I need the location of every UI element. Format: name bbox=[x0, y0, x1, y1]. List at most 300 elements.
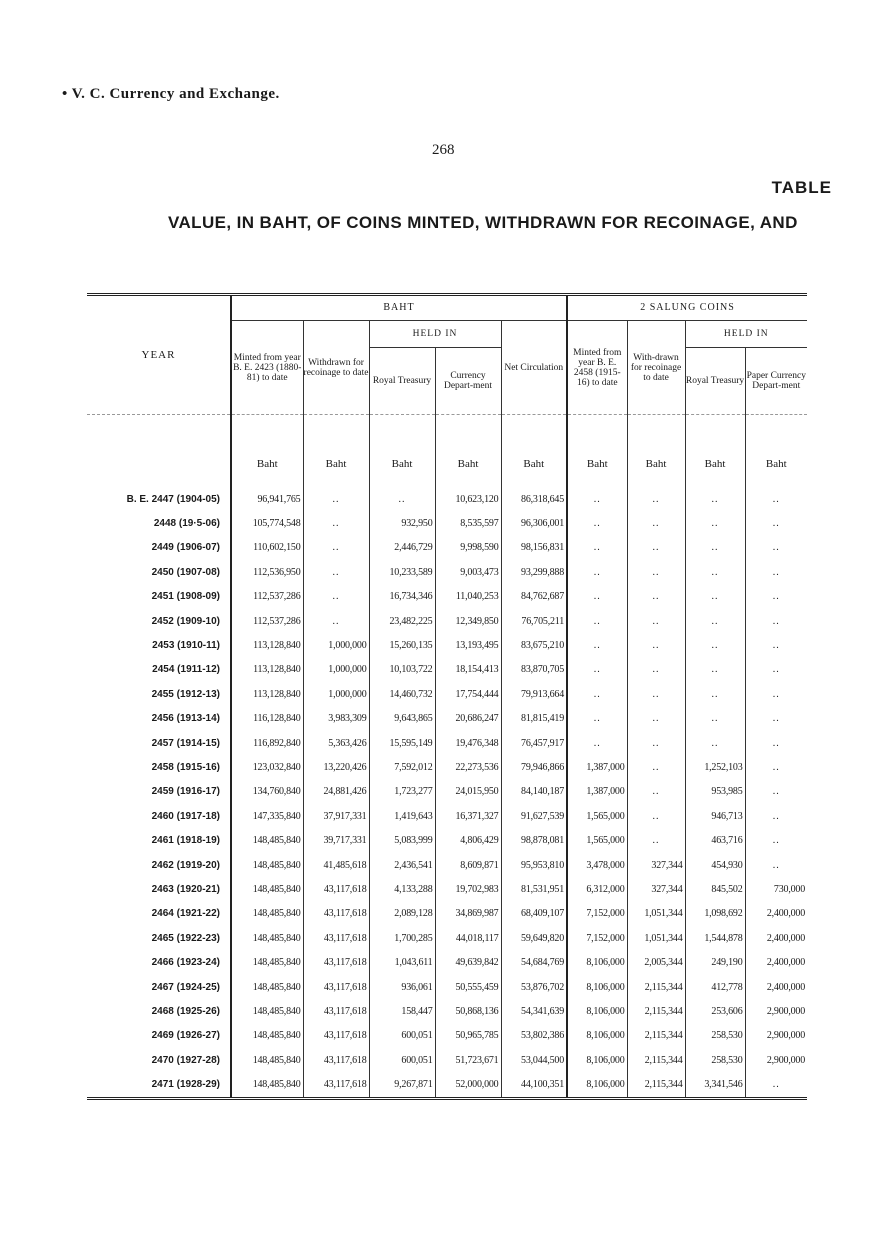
year-cell: 2460 (1917-18) bbox=[151, 810, 220, 822]
table-cell: 81,531,951 bbox=[501, 877, 567, 901]
salung-group-header: 2 SALUNG COINS bbox=[567, 295, 807, 321]
coin-table bbox=[87, 293, 807, 1100]
table-cell: 4,806,429 bbox=[435, 828, 501, 852]
year-cell: 2459 (1916-17) bbox=[151, 786, 220, 798]
table-cell: 43,117,618 bbox=[303, 1072, 369, 1098]
table-cell: .. bbox=[627, 560, 685, 584]
table-cell: 12,349,850 bbox=[435, 609, 501, 633]
table-cell: 43,117,618 bbox=[303, 902, 369, 926]
year-cell: 2464 (1921-22) bbox=[151, 908, 220, 920]
table-cell: 7,152,000 bbox=[567, 902, 627, 926]
table-cell: 10,103,722 bbox=[369, 658, 435, 682]
table-cell: 730,000 bbox=[745, 877, 807, 901]
table-cell: 148,485,840 bbox=[231, 926, 303, 950]
table-cell: .. bbox=[745, 804, 807, 828]
table-cell: 91,627,539 bbox=[501, 804, 567, 828]
table-cell: .. bbox=[685, 707, 745, 731]
table-cell: 13,220,426 bbox=[303, 755, 369, 779]
unit-cell: Baht bbox=[231, 415, 303, 488]
table-cell: .. bbox=[685, 633, 745, 657]
table-cell: .. bbox=[567, 682, 627, 706]
table-cell: 1,700,285 bbox=[369, 926, 435, 950]
table-cell: 43,117,618 bbox=[303, 877, 369, 901]
table-cell: 116,128,840 bbox=[231, 707, 303, 731]
year-cell: 2465 (1922-23) bbox=[151, 932, 220, 944]
table-cell: .. bbox=[745, 707, 807, 731]
table-cell: 14,460,732 bbox=[369, 682, 435, 706]
table-cell: 24,881,426 bbox=[303, 780, 369, 804]
table-row bbox=[87, 1048, 807, 1072]
table-cell: 249,190 bbox=[685, 950, 745, 974]
table-cell: 43,117,618 bbox=[303, 950, 369, 974]
col-withdrawn-baht: Withdrawn for recoinage to date bbox=[303, 321, 369, 415]
year-cell: 2462 (1919-20) bbox=[151, 859, 220, 871]
table-cell: 454,930 bbox=[685, 853, 745, 877]
year-cell: 2471 (1928-29) bbox=[151, 1079, 220, 1091]
table-cell: 1,565,000 bbox=[567, 804, 627, 828]
year-cell: 2452 (1909-10) bbox=[151, 615, 220, 627]
table-cell: 11,040,253 bbox=[435, 585, 501, 609]
table-cell: 9,998,590 bbox=[435, 536, 501, 560]
table-row bbox=[87, 707, 807, 731]
table-cell: 98,878,081 bbox=[501, 828, 567, 852]
table-cell: 600,051 bbox=[369, 1024, 435, 1048]
table-cell: 9,003,473 bbox=[435, 560, 501, 584]
table-row bbox=[87, 877, 807, 901]
table-cell: .. bbox=[685, 731, 745, 755]
table-body bbox=[87, 415, 807, 1099]
table-cell: 51,723,671 bbox=[435, 1048, 501, 1072]
table-cell: 17,754,444 bbox=[435, 682, 501, 706]
table-cell: .. bbox=[567, 731, 627, 755]
table-cell: 105,774,548 bbox=[231, 511, 303, 535]
year-cell: 2449 (1906-07) bbox=[151, 542, 220, 554]
table-cell: 258,530 bbox=[685, 1048, 745, 1072]
table-cell: 148,485,840 bbox=[231, 828, 303, 852]
col-net-circulation: Net Circulation bbox=[501, 321, 567, 415]
table-row bbox=[87, 999, 807, 1023]
table-cell: 845,502 bbox=[685, 877, 745, 901]
table-cell: .. bbox=[745, 536, 807, 560]
table-cell: 6,312,000 bbox=[567, 877, 627, 901]
table-cell: 1,565,000 bbox=[567, 828, 627, 852]
table-cell: 148,485,840 bbox=[231, 999, 303, 1023]
unit-cell: Baht bbox=[627, 415, 685, 488]
year-cell: 2455 (1912-13) bbox=[151, 688, 220, 700]
year-cell: 2448 (19·5-06) bbox=[153, 518, 220, 530]
table-cell: 2,400,000 bbox=[745, 950, 807, 974]
table-cell: 93,299,888 bbox=[501, 560, 567, 584]
table-cell: 148,485,840 bbox=[231, 1024, 303, 1048]
table-cell: 148,485,840 bbox=[231, 950, 303, 974]
table-cell: .. bbox=[303, 511, 369, 535]
table-cell: .. bbox=[685, 536, 745, 560]
table-cell: 2,115,344 bbox=[627, 975, 685, 999]
table-cell: 1,000,000 bbox=[303, 633, 369, 657]
table-cell: 24,015,950 bbox=[435, 780, 501, 804]
table-cell: 113,128,840 bbox=[231, 682, 303, 706]
table-cell: 43,117,618 bbox=[303, 1024, 369, 1048]
table-cell: 37,917,331 bbox=[303, 804, 369, 828]
unit-cell: Baht bbox=[501, 415, 567, 488]
table-cell: .. bbox=[303, 560, 369, 584]
table-cell: .. bbox=[567, 707, 627, 731]
table-cell: 76,457,917 bbox=[501, 731, 567, 755]
table-cell: 53,802,386 bbox=[501, 1024, 567, 1048]
table-cell: 2,005,344 bbox=[627, 950, 685, 974]
table-cell: 2,115,344 bbox=[627, 1048, 685, 1072]
table-cell: .. bbox=[745, 609, 807, 633]
table-cell: 98,156,831 bbox=[501, 536, 567, 560]
table-cell: 327,344 bbox=[627, 877, 685, 901]
table-cell: 412,778 bbox=[685, 975, 745, 999]
table-cell: 946,713 bbox=[685, 804, 745, 828]
table-cell: .. bbox=[745, 755, 807, 779]
unit-cell: Baht bbox=[303, 415, 369, 488]
table-cell: 49,639,842 bbox=[435, 950, 501, 974]
table-cell: 81,815,419 bbox=[501, 707, 567, 731]
table-row bbox=[87, 609, 807, 633]
table-cell: 600,051 bbox=[369, 1048, 435, 1072]
table-cell: 20,686,247 bbox=[435, 707, 501, 731]
table-row bbox=[87, 780, 807, 804]
col-minted-salung: Minted from year B. E. 2458 (1915-16) to date bbox=[567, 321, 627, 415]
table-cell: .. bbox=[627, 633, 685, 657]
col-royal-treasury-salung: Royal Treasury bbox=[685, 348, 745, 415]
year-cell: 2467 (1924-25) bbox=[151, 981, 220, 993]
table-cell: 15,595,149 bbox=[369, 731, 435, 755]
year-cell: 2468 (1925-26) bbox=[151, 1005, 220, 1017]
table-cell: 79,946,866 bbox=[501, 755, 567, 779]
table-cell: 2,115,344 bbox=[627, 1024, 685, 1048]
year-cell: 2461 (1918-19) bbox=[151, 835, 220, 847]
held-in-salung-header: HELD IN bbox=[685, 321, 807, 348]
table-cell: 5,083,999 bbox=[369, 828, 435, 852]
table-cell: .. bbox=[303, 536, 369, 560]
table-row bbox=[87, 902, 807, 926]
col-withdrawn-salung: With-drawn for recoinage to date bbox=[627, 321, 685, 415]
table-cell: .. bbox=[745, 560, 807, 584]
table-cell: 3,983,309 bbox=[303, 707, 369, 731]
table-row bbox=[87, 633, 807, 657]
table-label: TABLE bbox=[771, 178, 832, 197]
table-title: VALUE, IN BAHT, OF COINS MINTED, WITHDRAWN FOR RECOINAGE, AND bbox=[168, 213, 798, 232]
table-cell: 8,106,000 bbox=[567, 999, 627, 1023]
table-cell: .. bbox=[745, 731, 807, 755]
table-cell: .. bbox=[745, 585, 807, 609]
table-cell: 34,869,987 bbox=[435, 902, 501, 926]
year-cell: 2469 (1926-27) bbox=[151, 1030, 220, 1042]
table-cell: .. bbox=[745, 853, 807, 877]
table-row bbox=[87, 828, 807, 852]
table-cell: 8,106,000 bbox=[567, 975, 627, 999]
table-cell: 2,089,128 bbox=[369, 902, 435, 926]
table-cell: .. bbox=[685, 511, 745, 535]
table-cell: 52,000,000 bbox=[435, 1072, 501, 1098]
section-heading: • V. C. Currency and Exchange. bbox=[62, 86, 280, 102]
table-cell: 43,117,618 bbox=[303, 926, 369, 950]
year-cell: 2470 (1927-28) bbox=[151, 1054, 220, 1066]
table-cell: 134,760,840 bbox=[231, 780, 303, 804]
year-cell: 2454 (1911-12) bbox=[152, 664, 220, 676]
table-cell: .. bbox=[303, 609, 369, 633]
table-cell: .. bbox=[627, 804, 685, 828]
table-cell: 1,419,643 bbox=[369, 804, 435, 828]
table-cell: .. bbox=[627, 585, 685, 609]
table-cell: 1,544,878 bbox=[685, 926, 745, 950]
table-row bbox=[87, 1024, 807, 1048]
table-cell: 43,117,618 bbox=[303, 1048, 369, 1072]
table-cell: .. bbox=[745, 658, 807, 682]
table-cell: .. bbox=[567, 487, 627, 511]
table-cell: 43,117,618 bbox=[303, 975, 369, 999]
table-row bbox=[87, 536, 807, 560]
table-cell: 96,941,765 bbox=[231, 487, 303, 511]
year-cell: 2451 (1908-09) bbox=[151, 591, 220, 603]
table-cell: .. bbox=[745, 828, 807, 852]
table-cell: 2,400,000 bbox=[745, 902, 807, 926]
table-cell: .. bbox=[303, 487, 369, 511]
units-row bbox=[87, 415, 807, 488]
table-cell: 110,602,150 bbox=[231, 536, 303, 560]
table-cell: 1,723,277 bbox=[369, 780, 435, 804]
table-cell: 9,643,865 bbox=[369, 707, 435, 731]
table-cell: 44,018,117 bbox=[435, 926, 501, 950]
table-cell: 2,900,000 bbox=[745, 999, 807, 1023]
table-cell: 1,051,344 bbox=[627, 902, 685, 926]
table-cell: 113,128,840 bbox=[231, 658, 303, 682]
table-cell: 116,892,840 bbox=[231, 731, 303, 755]
table-cell: 9,267,871 bbox=[369, 1072, 435, 1098]
table-cell: 79,913,664 bbox=[501, 682, 567, 706]
table-cell: 8,106,000 bbox=[567, 950, 627, 974]
page-number: 268 bbox=[432, 142, 455, 158]
table-cell: 2,446,729 bbox=[369, 536, 435, 560]
table-cell: 16,734,346 bbox=[369, 585, 435, 609]
held-in-baht-header: HELD IN bbox=[369, 321, 501, 348]
table-cell: 113,128,840 bbox=[231, 633, 303, 657]
table-cell: .. bbox=[567, 511, 627, 535]
table-cell: .. bbox=[685, 560, 745, 584]
table-cell: 463,716 bbox=[685, 828, 745, 852]
table-cell: .. bbox=[303, 585, 369, 609]
year-cell: 2453 (1910-11) bbox=[152, 640, 220, 652]
table-row bbox=[87, 975, 807, 999]
col-royal-treasury-baht: Royal Treasury bbox=[369, 348, 435, 415]
table-cell: .. bbox=[745, 511, 807, 535]
table-row bbox=[87, 560, 807, 584]
table-cell: 1,051,344 bbox=[627, 926, 685, 950]
table-cell: 253,606 bbox=[685, 999, 745, 1023]
table-cell: 41,485,618 bbox=[303, 853, 369, 877]
table-cell: 112,537,286 bbox=[231, 609, 303, 633]
table-row bbox=[87, 1072, 807, 1098]
table-cell: 23,482,225 bbox=[369, 609, 435, 633]
table-cell: 1,043,611 bbox=[369, 950, 435, 974]
table-row bbox=[87, 853, 807, 877]
col-currency-dept-baht: Currency Depart-ment bbox=[435, 348, 501, 415]
table-cell: 1,387,000 bbox=[567, 780, 627, 804]
table-cell: 8,106,000 bbox=[567, 1024, 627, 1048]
table-cell: 148,485,840 bbox=[231, 975, 303, 999]
table-cell: 43,117,618 bbox=[303, 999, 369, 1023]
table-cell: 86,318,645 bbox=[501, 487, 567, 511]
year-cell: 2456 (1913-14) bbox=[151, 713, 220, 725]
table-cell: 4,133,288 bbox=[369, 877, 435, 901]
table-cell: .. bbox=[685, 658, 745, 682]
table-cell: 84,762,687 bbox=[501, 585, 567, 609]
table-row bbox=[87, 926, 807, 950]
table-cell: 19,476,348 bbox=[435, 731, 501, 755]
table-cell: 16,371,327 bbox=[435, 804, 501, 828]
table-cell: 10,233,589 bbox=[369, 560, 435, 584]
table-cell: .. bbox=[627, 707, 685, 731]
table-cell: 8,106,000 bbox=[567, 1048, 627, 1072]
year-cell: 2463 (1920-21) bbox=[151, 883, 220, 895]
year-cell: 2450 (1907-08) bbox=[151, 566, 220, 578]
table-cell: 1,252,103 bbox=[685, 755, 745, 779]
table-cell: 44,100,351 bbox=[501, 1072, 567, 1098]
table-cell: .. bbox=[745, 487, 807, 511]
table-cell: 39,717,331 bbox=[303, 828, 369, 852]
table-row bbox=[87, 487, 807, 511]
table-cell: 8,106,000 bbox=[567, 1072, 627, 1098]
table-cell: 936,061 bbox=[369, 975, 435, 999]
unit-cell: Baht bbox=[435, 415, 501, 488]
table-row bbox=[87, 658, 807, 682]
table-cell: .. bbox=[745, 1072, 807, 1098]
table-cell: 148,485,840 bbox=[231, 902, 303, 926]
table-cell: 59,649,820 bbox=[501, 926, 567, 950]
table-cell: .. bbox=[627, 487, 685, 511]
table-cell: 2,900,000 bbox=[745, 1048, 807, 1072]
table-cell: 1,000,000 bbox=[303, 658, 369, 682]
table-cell: .. bbox=[745, 682, 807, 706]
table-cell: 112,537,286 bbox=[231, 585, 303, 609]
table-row bbox=[87, 755, 807, 779]
table-cell: 95,953,810 bbox=[501, 853, 567, 877]
table-cell: 84,140,187 bbox=[501, 780, 567, 804]
table-cell: 3,478,000 bbox=[567, 853, 627, 877]
col-paper-currency-salung: Paper Currency Depart-ment bbox=[745, 348, 807, 415]
table-cell: .. bbox=[627, 731, 685, 755]
table-cell: 147,335,840 bbox=[231, 804, 303, 828]
table-cell: .. bbox=[685, 585, 745, 609]
table-cell: .. bbox=[627, 511, 685, 535]
table-cell: 258,530 bbox=[685, 1024, 745, 1048]
table-cell: 53,876,702 bbox=[501, 975, 567, 999]
table-cell: 1,000,000 bbox=[303, 682, 369, 706]
table-cell: 3,341,546 bbox=[685, 1072, 745, 1098]
year-cell: B. E. 2447 (1904-05) bbox=[126, 493, 220, 505]
table-cell: .. bbox=[627, 609, 685, 633]
unit-cell: Baht bbox=[567, 415, 627, 488]
table-cell: .. bbox=[685, 609, 745, 633]
table-cell: 932,950 bbox=[369, 511, 435, 535]
year-cell: 2466 (1923-24) bbox=[151, 957, 220, 969]
table-cell: 1,387,000 bbox=[567, 755, 627, 779]
table-cell: 2,400,000 bbox=[745, 926, 807, 950]
table-cell: 96,306,001 bbox=[501, 511, 567, 535]
table-cell: .. bbox=[627, 536, 685, 560]
table-cell: 54,341,639 bbox=[501, 999, 567, 1023]
baht-group-header: BAHT bbox=[231, 295, 567, 321]
table-cell: .. bbox=[627, 658, 685, 682]
table-cell: 83,675,210 bbox=[501, 633, 567, 657]
table-cell: 2,115,344 bbox=[627, 999, 685, 1023]
table-cell: 8,535,597 bbox=[435, 511, 501, 535]
table-cell: 18,154,413 bbox=[435, 658, 501, 682]
table-cell: 22,273,536 bbox=[435, 755, 501, 779]
table-cell: 13,193,495 bbox=[435, 633, 501, 657]
table-cell: 158,447 bbox=[369, 999, 435, 1023]
table-cell: .. bbox=[567, 560, 627, 584]
table-row bbox=[87, 585, 807, 609]
table-cell: 50,868,136 bbox=[435, 999, 501, 1023]
table-cell: 2,115,344 bbox=[627, 1072, 685, 1098]
table-cell: 15,260,135 bbox=[369, 633, 435, 657]
table-cell: 8,609,871 bbox=[435, 853, 501, 877]
table-cell: 50,555,459 bbox=[435, 975, 501, 999]
table-cell: 53,044,500 bbox=[501, 1048, 567, 1072]
table-cell: 54,684,769 bbox=[501, 950, 567, 974]
table-cell: 148,485,840 bbox=[231, 877, 303, 901]
col-minted-baht: Minted from year B. E. 2423 (1880-81) to date bbox=[231, 321, 303, 415]
table-row bbox=[87, 511, 807, 535]
table-cell: .. bbox=[567, 585, 627, 609]
table-cell: 2,436,541 bbox=[369, 853, 435, 877]
table-cell: 327,344 bbox=[627, 853, 685, 877]
year-header: YEAR bbox=[141, 349, 176, 361]
table-cell: 112,536,950 bbox=[231, 560, 303, 584]
table-cell: 83,870,705 bbox=[501, 658, 567, 682]
table-cell: 2,400,000 bbox=[745, 975, 807, 999]
table-cell: 19,702,983 bbox=[435, 877, 501, 901]
table-cell: 7,592,012 bbox=[369, 755, 435, 779]
table-row bbox=[87, 731, 807, 755]
table-cell: 2,900,000 bbox=[745, 1024, 807, 1048]
table-cell: 148,485,840 bbox=[231, 1072, 303, 1098]
table-cell: .. bbox=[745, 633, 807, 657]
unit-cell: Baht bbox=[369, 415, 435, 488]
table-cell: .. bbox=[627, 682, 685, 706]
year-cell: 2458 (1915-16) bbox=[151, 761, 220, 773]
table-cell: 148,485,840 bbox=[231, 1048, 303, 1072]
year-cell: 2457 (1914-15) bbox=[151, 737, 220, 749]
table-cell: .. bbox=[627, 780, 685, 804]
table-cell: 953,985 bbox=[685, 780, 745, 804]
table-cell: .. bbox=[685, 487, 745, 511]
table-cell: .. bbox=[627, 828, 685, 852]
table-cell: 7,152,000 bbox=[567, 926, 627, 950]
table-row bbox=[87, 804, 807, 828]
table-cell: 68,409,107 bbox=[501, 902, 567, 926]
table-cell: .. bbox=[567, 633, 627, 657]
unit-cell: Baht bbox=[745, 415, 807, 488]
table-cell: 148,485,840 bbox=[231, 853, 303, 877]
table-cell: 50,965,785 bbox=[435, 1024, 501, 1048]
table-cell: 1,098,692 bbox=[685, 902, 745, 926]
table-cell: .. bbox=[745, 780, 807, 804]
table-cell: .. bbox=[627, 755, 685, 779]
table-cell: 5,363,426 bbox=[303, 731, 369, 755]
table-cell: 123,032,840 bbox=[231, 755, 303, 779]
table-cell: .. bbox=[567, 658, 627, 682]
table-cell: .. bbox=[369, 487, 435, 511]
unit-cell bbox=[87, 415, 231, 488]
table-cell: .. bbox=[567, 536, 627, 560]
table-cell: 10,623,120 bbox=[435, 487, 501, 511]
